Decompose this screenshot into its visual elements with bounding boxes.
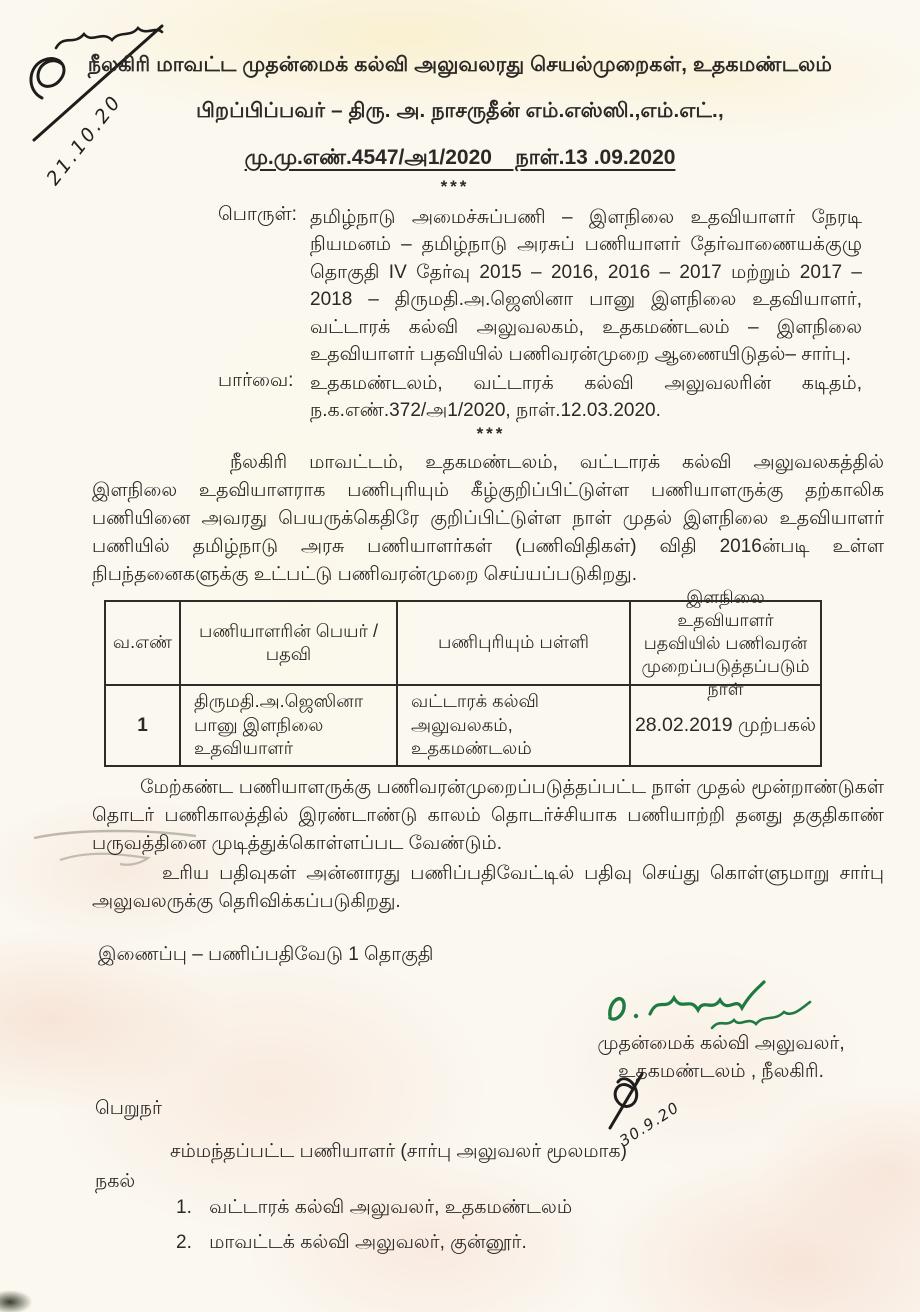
table-cell-date: 28.02.2019 முற்பகல்	[630, 685, 821, 766]
reference-number-line: மு.மு.எண்.4547/அ1/2020 நாள்.13 .09.2020	[244, 146, 676, 169]
table-header-sno: வ.எண்	[105, 601, 180, 685]
signer-designation-line-1: முதன்மைக் கல்வி அலுவலர்,	[597, 1033, 845, 1054]
header-line-1: நீலகிரி மாவட்ட முதன்மைக் கல்வி அலுவலரது செயல்முறைகள், உதகமண்டலம்	[87, 53, 833, 76]
table-header-school: பணிபுரியும் பள்ளி	[397, 601, 630, 685]
table-cell-name: திருமதி.அ.ஜெஸினா பானு இளநிலை உதவியாளர்	[180, 685, 397, 766]
signature-initial-black-icon	[598, 1066, 728, 1151]
signer-designation-line-2: உதகமண்டலம் , நீலகிரி.	[618, 1061, 824, 1082]
attachment-line: இணைப்பு – பணிப்பதிவேடு 1 தொகுதி	[98, 944, 434, 965]
body-paragraph-2: மேற்கண்ட பணியாளருக்கு பணிவரன்முறைப்படுத்தப்பட்ட நாள் முதல் மூன்றாண்டுகள் தொடர் பணிகாலத்தில் இரண்டாண்டு காலம் தொடர்ச்சியாக பணியாற்றி தனது தகுதிகாண் பருவத்தினை முடித்துக்கொள்ளப்பட வேண்டும்.	[92, 777, 884, 854]
copy-item-number: 1.	[176, 1197, 192, 1218]
copy-item	[176, 1197, 572, 1221]
header-line-2: பிறப்பிப்பவர் – திரு. அ. நாசருதீன் எம்.எஸ்ஸி.,எம்.எட்.,	[196, 99, 724, 122]
regularisation-table	[104, 586, 822, 767]
copy-item-number: 2.	[176, 1232, 192, 1253]
copy-item-text: வட்டாரக் கல்வி அலுவலர், உதகமண்டலம்	[209, 1197, 573, 1218]
recipient-line: சம்மந்தப்பட்ட பணியாளர் (சார்பு அலுவலர் மூலமாக)	[170, 1141, 627, 1162]
table-header-date: இளநிலை உதவியாளர் பதவியில் பணிவரன் முறைப்படுத்தப்படும் நாள்	[630, 601, 821, 685]
copy-label: நகல்	[95, 1171, 136, 1192]
body-paragraph-1: நீலகிரி மாவட்டம், உதகமண்டலம், வட்டாரக் கல்வி அலுவலகத்தில் இளநிலை உதவியாளராக பணிபுரியும் கீழ்குறிப்பிட்டுள்ள பணியாளருக்கு தற்காலிக பணியினை அவரது பெயருக்கெதிரே குறிப்பிட்டுள்ள நாள் முதல் இளநிலை உதவியாளர் பணியில் தமிழ்நாடு அரசு பணியாளர்கள் (பணிவிதிகள்) விதி 2016ன்படி உள்ள நிபந்தனைகளுக்கு உட்பட்டு பணிவரன்முறை செய்யப்படுகிறது.	[92, 452, 884, 585]
document-header	[0, 42, 920, 134]
copy-item-text: மாவட்டக் கல்வி அலுவலர், குன்னூர்.	[209, 1232, 527, 1253]
subject-text: தமிழ்நாடு அமைச்சுப்பணி – இளநிலை உதவியாளர் நேரடி நியமனம் – தமிழ்நாடு அரசுப் பணியாளர் தேர்வாணையக்குழு தொகுதி IV தேர்வு 2015 – 2016, 2016 – 2017 மற்றும் 2017 – 2018 – திருமதி.அ.ஜெஸினா பானு இளநிலை உதவியாளர், வட்டாரக் கல்வி அலுவலகம், உதகமண்டலம் – இளநிலை உதவியாளர் பதவியில் பணிவரன்முறை ஆணையிடுதல்– சார்பு.	[310, 207, 862, 366]
table-header-name: பணியாளரின் பெயர் / பதவி	[180, 601, 397, 685]
view-label: பார்வை:	[218, 370, 294, 391]
subject-label: பொருள்:	[218, 204, 297, 225]
table-cell-school: வட்டாரக் கல்வி அலுவலகம், உதகமண்டலம்	[397, 685, 630, 766]
copy-item	[176, 1232, 527, 1256]
handwritten-date-topleft: 21.10.20	[42, 90, 127, 190]
body-paragraph-3: உரிய பதிவுகள் அன்னாரது பணிப்பதிவேட்டில் பதிவு செய்து கொள்ளுமாறு சார்பு அலுவலருக்கு தெரிவிக்கப்படுகிறது.	[92, 863, 884, 912]
handwritten-date-black: 30.9.20	[616, 1098, 683, 1151]
recipient-label: பெறுநர்	[95, 1098, 162, 1119]
section-separator-2: ***	[476, 424, 506, 443]
table-cell-sno: 1	[105, 685, 180, 766]
view-text: உதகமண்டலம், வட்டாரக் கல்வி அலுவலரின் கடிதம், ந.க.எண்.372/அ1/2020, நாள்.12.03.2020.	[310, 373, 862, 422]
section-separator-1: ***	[440, 177, 470, 196]
